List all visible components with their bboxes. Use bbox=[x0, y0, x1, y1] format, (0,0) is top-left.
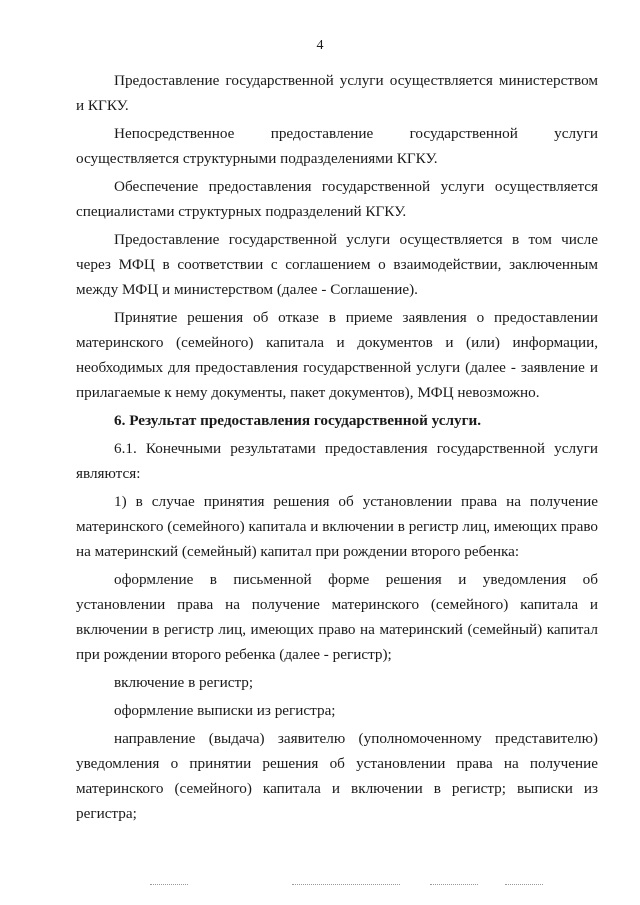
text-line: материнского (семейного) капитала и включении в регистр лиц, имеющих право bbox=[76, 518, 598, 535]
paragraph-support bbox=[76, 174, 598, 224]
text-line: Предоставление государственной услуги осуществляется в том числе bbox=[114, 231, 598, 248]
text-line: прилагаемые к нему документы, пакет документов), МФЦ невозможно. bbox=[76, 384, 540, 401]
paragraph-formalization bbox=[76, 567, 598, 667]
paragraph-direct-provision bbox=[76, 121, 598, 171]
document-body bbox=[76, 68, 598, 829]
text-line: 6.1. Конечными результатами предоставления государственной услуги bbox=[114, 440, 598, 457]
text-line: являются: bbox=[76, 465, 141, 482]
text-line: специалистами структурных подразделений КГКУ. bbox=[76, 203, 407, 220]
text-line: оформление в письменной форме решения и уведомления об bbox=[114, 571, 598, 588]
text-line: между МФЦ и министерством (далее - Соглашение). bbox=[76, 281, 418, 298]
scan-artifact bbox=[430, 884, 478, 886]
text-line: включение в регистр; bbox=[114, 674, 254, 691]
text-line: направление (выдача) заявителю (уполномоченному представителю) bbox=[114, 730, 598, 747]
paragraph-registry-extract bbox=[76, 698, 598, 723]
text-line: осуществляется структурными подразделениями КГКУ. bbox=[76, 150, 438, 167]
paragraph-refusal bbox=[76, 305, 598, 405]
paragraph-item-1 bbox=[76, 489, 598, 564]
text-line: при рождении второго ребенка (далее - регистр); bbox=[76, 646, 392, 663]
text-line: и КГКУ. bbox=[76, 97, 129, 114]
paragraph-6-1 bbox=[76, 436, 598, 486]
paragraph-notification bbox=[76, 726, 598, 826]
text-line: на материнский (семейный) капитал при рождении второго ребенка: bbox=[76, 543, 520, 560]
text-line: уведомления о принятии решения об установлении права на получение bbox=[76, 755, 598, 772]
text-line: регистра; bbox=[76, 805, 137, 822]
text-line: Обеспечение предоставления государственной услуги осуществляется bbox=[114, 178, 598, 195]
section-heading-6: 6. Результат предоставления государственной услуги. bbox=[114, 412, 482, 429]
text-line: материнского (семейного) капитала и документов и (или) информации, bbox=[76, 334, 598, 351]
scan-artifact bbox=[150, 884, 188, 886]
text-line: материнского (семейного) капитала и включении в регистр; выписки из bbox=[76, 780, 598, 797]
text-line: Принятие решения об отказе в приеме заявления о предоставлении bbox=[114, 309, 598, 326]
text-line: через МФЦ в соответствии с соглашением о взаимодействии, заключенным bbox=[76, 256, 598, 273]
paragraph-registry-inclusion bbox=[76, 670, 598, 695]
scan-artifact bbox=[292, 884, 400, 886]
text-line: оформление выписки из регистра; bbox=[114, 702, 336, 719]
page-number: 4 bbox=[316, 38, 324, 53]
text-line: включении в регистр лиц, имеющих право на материнский (семейный) капитал bbox=[76, 621, 598, 638]
paragraph-mfc bbox=[76, 227, 598, 302]
text-line: необходимых для предоставления государственной услуги (далее - заявление и bbox=[76, 359, 598, 376]
paragraph-provider bbox=[76, 68, 598, 118]
text-line: Непосредственное предоставление государственной услуги bbox=[114, 125, 598, 142]
text-line: установлении права на получение материнского (семейного) капитала и bbox=[76, 596, 598, 613]
text-line: Предоставление государственной услуги осуществляется министерством bbox=[114, 72, 598, 89]
scan-artifact bbox=[505, 884, 543, 886]
text-line: 1) в случае принятия решения об установлении права на получение bbox=[114, 493, 598, 510]
